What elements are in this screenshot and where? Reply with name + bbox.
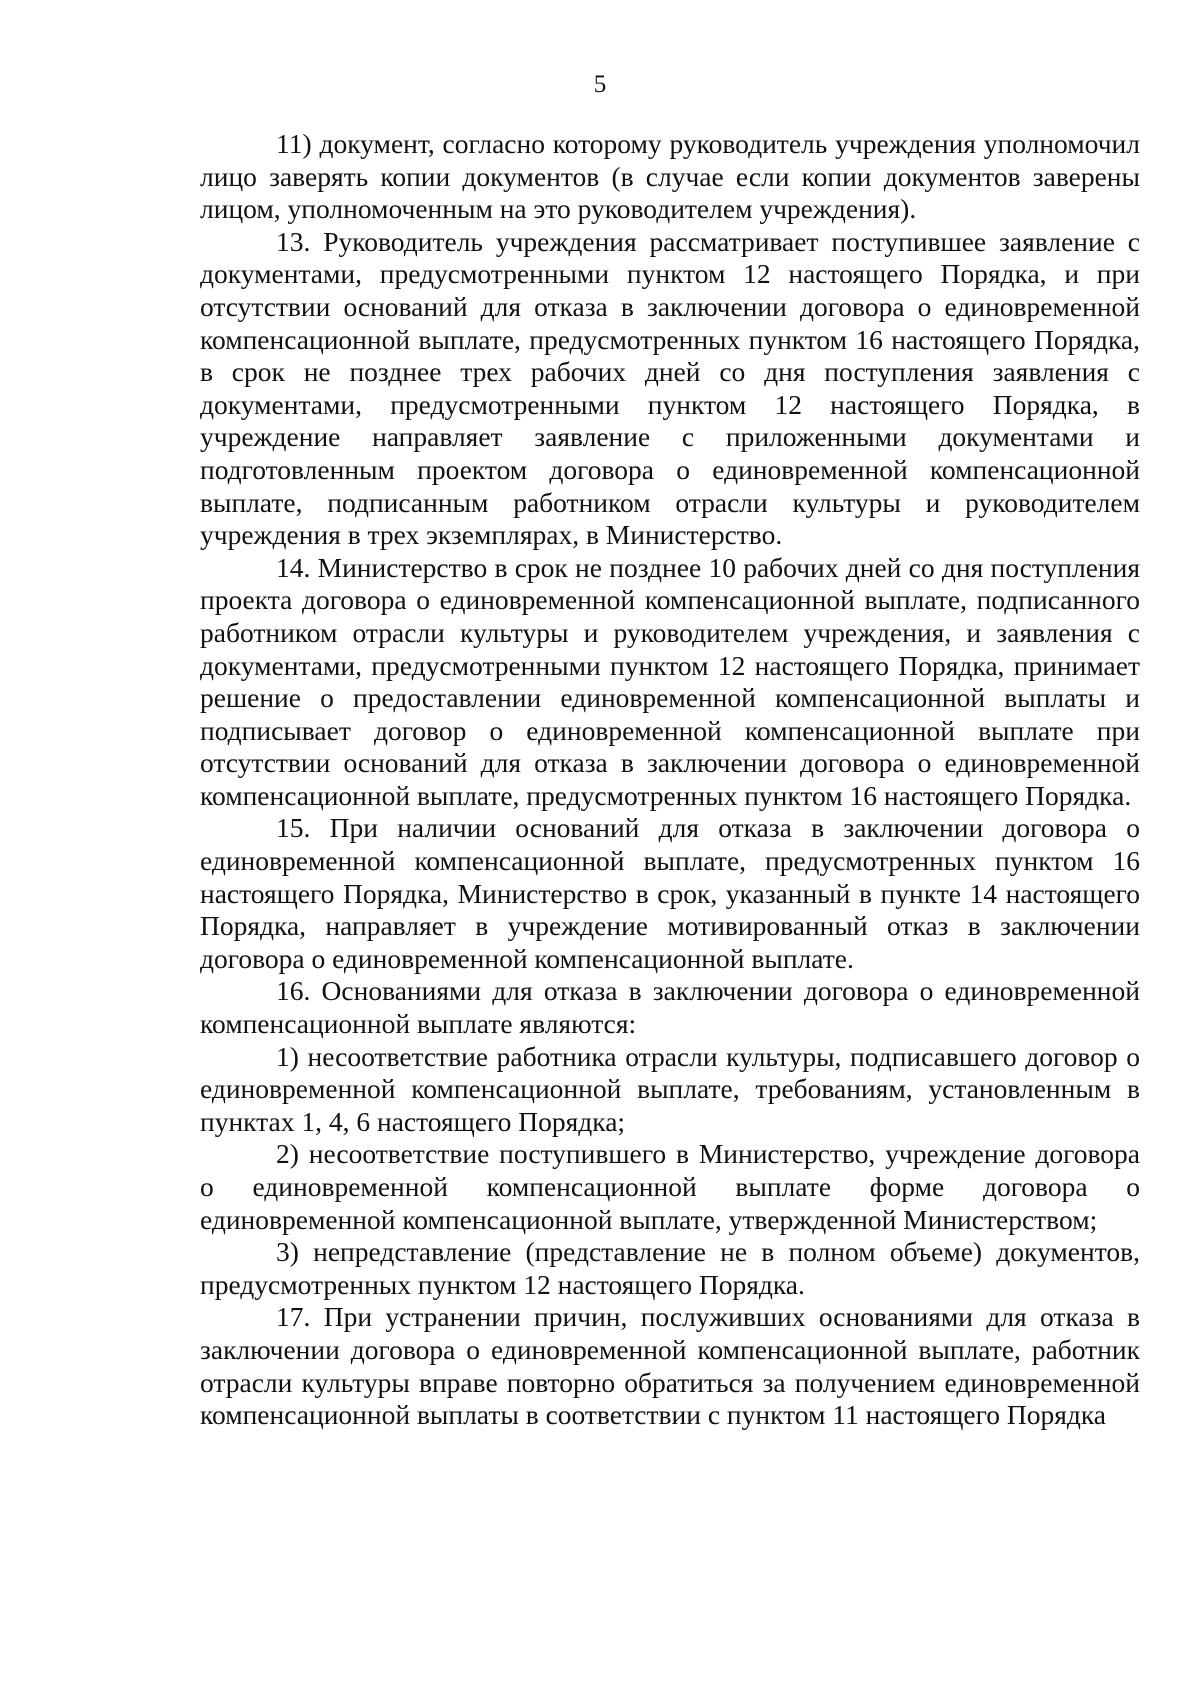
- paragraph-item-11: 11) документ, согласно которому руководитель учреждения уполномочил лицо заверять копии документов (в случае если копии документов заверены лицом, уполномоченным на это руководителем учреждения).: [200, 128, 1140, 225]
- page-number: 5: [593, 71, 607, 98]
- paragraph-15: 15. При наличии оснований для отказа в заключении договора о единовременной компенсационной выплате, предусмотренных пунктом 16 настоящего Порядка, Министерство в срок, указанный в пункте 14 настоящего Порядка, направляет в учреждение мотивированный отказ в заключении договора о единовременной компенсационной выплате.: [200, 812, 1140, 974]
- paragraph-16-item-3: 3) непредставление (представление не в полном объеме) документов, предусмотренных пунктом 12 настоящего Порядка.: [200, 1236, 1140, 1300]
- paragraph-16: 16. Основаниями для отказа в заключении договора о единовременной компенсационной выплате являются:: [200, 975, 1140, 1040]
- paragraph-16-item-2: 2) несоответствие поступившего в Министерство, учреждение договора о единовременной компенсационной выплате форме договора о единовременной компенсационной выплате, утвержденной Министерством;: [200, 1138, 1140, 1235]
- paragraph-13: 13. Руководитель учреждения рассматривает поступившее заявление с документами, предусмотренными пунктом 12 настоящего Порядка, и при отсутствии оснований для отказа в заключении договора о единовременной компенсационной выплате, предусмотренных пунктом 16 настоящего Порядка, в срок не позднее трех рабочих дней со дня поступления заявления с документами, предусмотренными пунктом 12 настоящего Порядка, в учреждение направляет заявление с приложенными документами и подготовленным проектом договора о единовременной компенсационной выплате, подписанным работником отрасли культуры и руководителем учреждения в трех экземплярах, в Министерство.: [200, 225, 1140, 551]
- document-body: [200, 128, 1140, 1432]
- paragraph-17: 17. При устранении причин, послуживших основаниями для отказа в заключении договора о единовременной компенсационной выплате, работник отрасли культуры вправе повторно обратиться за получением единовременной компенсационной выплаты в соответствии с пунктом 11 настоящего Порядка: [200, 1301, 1140, 1431]
- paragraph-14: 14. Министерство в срок не позднее 10 рабочих дней со дня поступления проекта договора о единовременной компенсационной выплате, подписанного работником отрасли культуры и руководителем учреждения, и заявления с документами, предусмотренными пунктом 12 настоящего Порядка, принимает решение о предоставлении единовременной компенсационной выплаты и подписывает договор о единовременной компенсационной выплате при отсутствии оснований для отказа в заключении договора о единовременной компенсационной выплате, предусмотренных пунктом 16 настоящего Порядка.: [200, 551, 1140, 811]
- paragraph-16-item-1: 1) несоответствие работника отрасли культуры, подписавшего договор о единовременной компенсационной выплате, требованиям, установленным в пунктах 1, 4, 6 настоящего Порядка;: [200, 1040, 1140, 1137]
